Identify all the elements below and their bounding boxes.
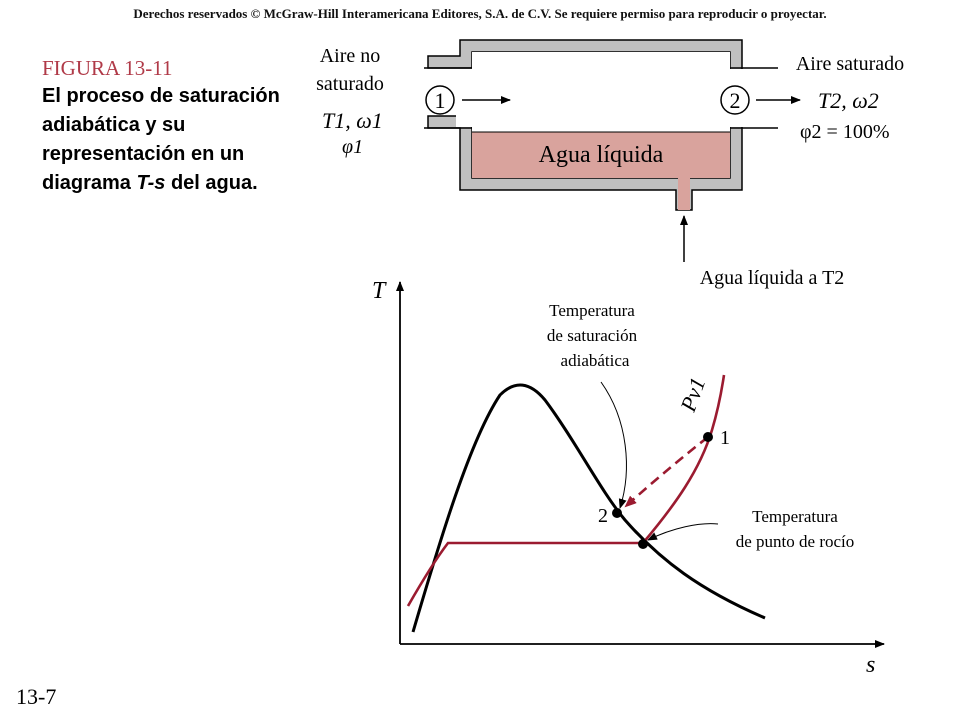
point-2-dot xyxy=(612,508,622,518)
inlet-state-label: T1, ω1 xyxy=(322,108,383,133)
caption-text-italic: T-s xyxy=(136,172,166,194)
inlet-label-line2: saturado xyxy=(316,73,384,95)
constant-pressure-line xyxy=(408,375,724,606)
inlet-phi-label: φ1 xyxy=(342,136,364,158)
t-axis-label: T xyxy=(372,278,386,304)
sat-temp-label-2: de saturación xyxy=(546,326,638,345)
saturator-device xyxy=(316,40,904,289)
figure-label: FIGURA 13-11 xyxy=(42,56,173,80)
dew-point-label-2: de punto de rocío xyxy=(735,532,855,551)
point-1-label: 1 xyxy=(720,427,730,449)
outlet-state-label: T2, ω2 xyxy=(818,88,879,113)
dew-point-dot xyxy=(638,539,648,549)
sat-temp-pointer xyxy=(601,382,626,508)
inlet-label-line1: Aire no xyxy=(319,45,381,67)
liquid-water-label: Agua líquida xyxy=(538,142,664,168)
dew-point-label-1: Temperatura xyxy=(752,507,838,526)
makeup-water-label: Agua líquida a T2 xyxy=(699,267,845,289)
ts-diagram xyxy=(372,278,884,678)
caption-text-2: del agua. xyxy=(165,172,258,194)
copyright-notice: Derechos reservados © McGraw-Hill Interamericana Editores, S.A. de C.V. Se requiere permiso para reproducir o proyectar. xyxy=(133,6,827,21)
slide-number: 13-7 xyxy=(16,684,57,709)
outlet-phi-label: φ2 = 100% xyxy=(800,121,890,143)
sat-temp-label-1: Temperatura xyxy=(549,301,635,320)
makeup-pipe-fill xyxy=(678,178,690,210)
point-1-dot xyxy=(703,432,713,442)
s-axis-label: s xyxy=(866,652,876,678)
chamber-air xyxy=(472,52,730,132)
pressure-label: Pv1 xyxy=(675,374,711,415)
state-1-number: 1 xyxy=(434,88,446,113)
outlet-label: Aire saturado xyxy=(795,53,905,75)
state-2-number: 2 xyxy=(729,88,741,113)
caption-text-1: El proceso de saturación adiabática y su representación en un diagrama xyxy=(42,85,280,194)
saturation-dome xyxy=(413,385,765,632)
point-2-label: 2 xyxy=(598,505,608,527)
sat-temp-label-3: adiabática xyxy=(560,351,630,370)
